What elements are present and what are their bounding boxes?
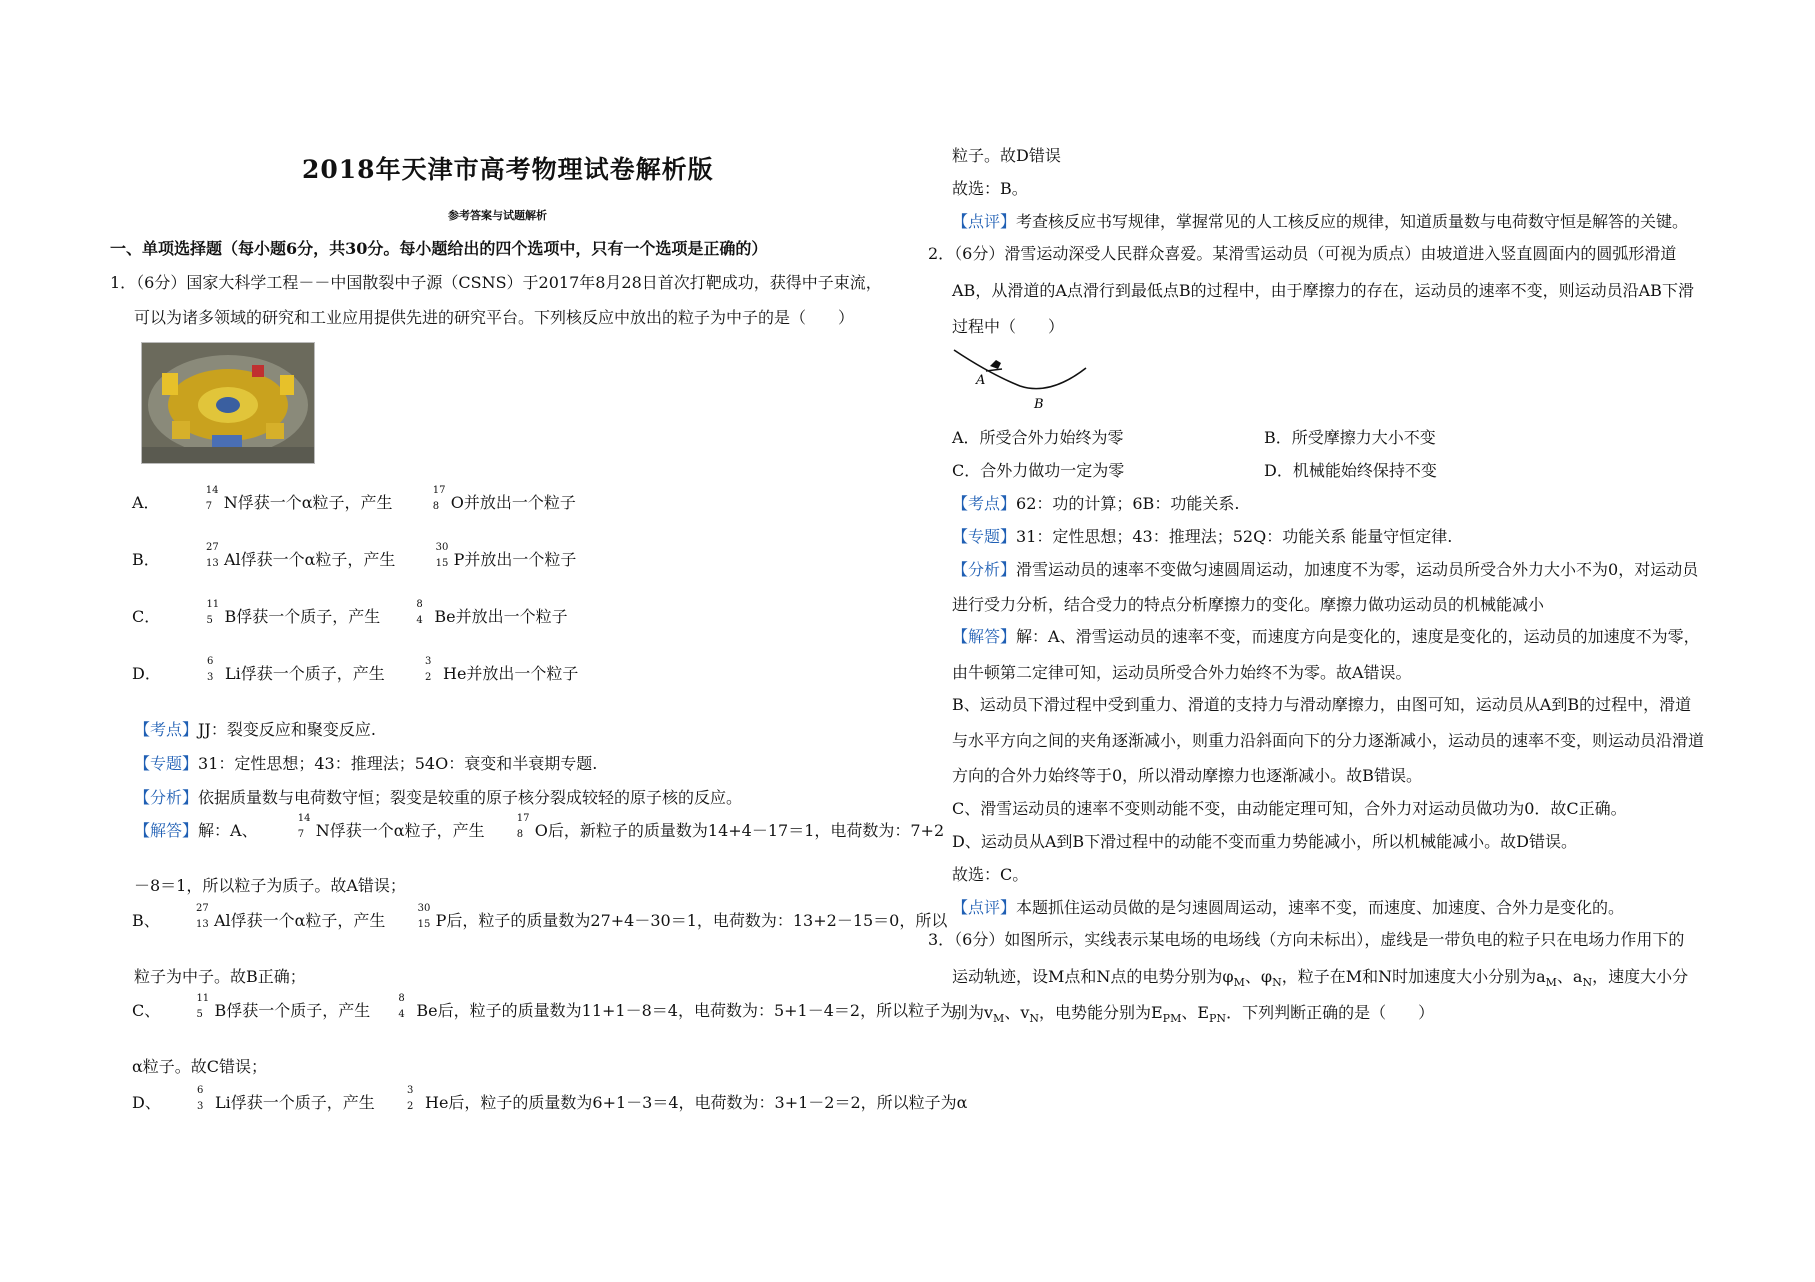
q1-option-b: B． 27 13 Al俘获一个α粒子，产生 30 15 P并放出一个粒子 — [132, 541, 577, 569]
q1-jieda-a-cont: －8＝1，所以粒子为质子。故A错误； — [134, 876, 406, 895]
q1-dianping: 【点评】考查核反应书写规律，掌握常见的人工核反应的规律，知道质量数与电荷数守恒是解答的关键。 — [952, 212, 1689, 231]
q1-stem-line1: 1．（6分）国家大科学工程－－中国散裂中子源（CSNS）于2017年8月28日首次打靶成功，获得中子束流， — [110, 273, 882, 292]
q1-option-a: A． 14 7 N俘获一个α粒子，产生 17 8 O并放出一个粒子 — [132, 484, 576, 512]
figure-label-a: A — [976, 373, 986, 388]
q1-jieda-b: B、 27 13 Al俘获一个α粒子，产生 30 15 P后，粒子的质量数为27+4－30＝1，电荷数为：13+2－15＝0，所以 — [132, 902, 948, 930]
q2-fenxi: 【分析】滑雪运动员的速率不变做匀速圆周运动，加速度不为零，运动员所受合外力大小不为0，对运动员 — [952, 560, 1699, 579]
q2-jieda-3: B、运动员下滑过程中受到重力、滑道的支持力与滑动摩擦力，由图可知，运动员从A到B的过程中，滑道 — [952, 695, 1692, 714]
q1-jieda-b-cont: 粒子为中子。故B正确； — [134, 967, 306, 986]
page-subtitle: 参考答案与试题解析 — [448, 209, 547, 222]
q2-option-b: B．所受摩擦力大小不变 — [1264, 428, 1436, 447]
figure-label-b: B — [1034, 397, 1044, 412]
q1-stem-line2: 可以为诸多领域的研究和工业应用提供先进的研究平台。下列核反应中放出的粒子为中子的是（ ） — [134, 308, 855, 327]
q2-jieda-5: 方向的合外力始终等于0，所以滑动摩擦力也逐渐减小。故B错误。 — [952, 766, 1422, 785]
q2-jieda-7: D、运动员从A到B下滑过程中的动能不变而重力势能减小，所以机械能减小。故D错误。 — [952, 832, 1577, 851]
q1-option-d: D． 6 3 Li俘获一个质子，产生 3 2 He并放出一个粒子 — [132, 655, 579, 683]
section-heading: 一、单项选择题（每小题6分，共30分。每小题给出的四个选项中，只有一个选项是正确的） — [110, 239, 768, 258]
ski-track-figure — [950, 344, 1100, 414]
q1-kaodian: 【考点】JJ：裂变反应和聚变反应. — [134, 720, 376, 739]
q2-stem-line2: AB，从滑道的A点滑行到最低点B的过程中，由于摩擦力的存在，运动员的速率不变，则运动员沿AB下滑 — [952, 281, 1694, 300]
q2-jieda-2: 由牛顿第二定律可知，运动员所受合外力始终不为零。故A错误。 — [952, 663, 1412, 682]
q3-stem-line2: 运动轨迹，设M点和N点的电势分别为$\varphi_M$、$\varphi_N$，粒子在M和N时加速度大小分别为$a_M$、$a_N$，速度大小分 — [952, 967, 1689, 990]
q1-jieda-d-cont: 粒子。故D错误 — [952, 146, 1061, 165]
q2-option-a: A．所受合外力始终为零 — [952, 428, 1124, 447]
q2-fenxi-cont: 进行受力分析，结合受力的特点分析摩擦力的变化。摩擦力做功运动员的机械能减小 — [952, 595, 1545, 614]
q2-kaodian: 【考点】62：功的计算；6B：功能关系. — [952, 494, 1240, 513]
q3-stem-line1: 3．（6分）如图所示，实线表示某电场的电场线（方向未标出），虚线是一带负电的粒子只在电场力作用下的 — [928, 930, 1685, 949]
q2-jieda-6: C、滑雪运动员的速率不变则动能不变，由动能定理可知，合外力对运动员做功为0．故C正确。 — [952, 799, 1627, 818]
q2-answer: 故选：C。 — [952, 865, 1029, 884]
q1-jieda-d: D、 6 3 Li俘获一个质子，产生 3 2 He后，粒子的质量数为6+1－3＝4，电荷数为：3+1－2＝2，所以粒子为α — [132, 1084, 968, 1112]
q1-zhuanti: 【专题】31：定性思想；43：推理法；54O：衰变和半衰期专题. — [134, 754, 598, 773]
q2-zhuanti: 【专题】31：定性思想；43：推理法；52Q：功能关系 能量守恒定律. — [952, 527, 1453, 546]
q2-dianping: 【点评】本题抓住运动员做的是匀速圆周运动，速率不变，而速度、加速度、合外力是变化的。 — [952, 898, 1625, 917]
q1-jieda-c: C、 11 5 B俘获一个质子，产生 8 4 Be后，粒子的质量数为11+1－8＝4，电荷数为：5+1－4＝2，所以粒子为 — [132, 992, 957, 1020]
q2-jieda-4: 与水平方向之间的夹角逐渐减小，则重力沿斜面向下的分力逐渐减小，运动员的速率不变，则运动员沿滑道 — [952, 731, 1705, 750]
q2-stem-line1: 2．（6分）滑雪运动深受人民群众喜爱。某滑雪运动员（可视为质点）由坡道进入竖直圆面内的圆弧形滑道 — [928, 244, 1677, 263]
q1-answer: 故选：B。 — [952, 179, 1028, 198]
q2-option-c: C．合外力做功一定为零 — [952, 461, 1125, 480]
q1-jieda-a: 【解答】解：A、 14 7 N俘获一个α粒子，产生 17 8 O后，新粒子的质量数为14+4－17＝1，电荷数为：7+2 — [134, 812, 945, 840]
q2-stem-line3: 过程中（ ） — [952, 317, 1065, 336]
q1-option-c: C． 11 5 B俘获一个质子，产生 8 4 Be并放出一个粒子 — [132, 598, 568, 626]
q1-jieda-c-cont: α粒子。故C错误； — [132, 1057, 268, 1076]
q2-option-d: D．机械能始终保持不变 — [1264, 461, 1437, 480]
q1-fenxi: 【分析】依据质量数与电荷数守恒；裂变是较重的原子核分裂成较轻的原子核的反应。 — [134, 788, 743, 807]
page-title: 2018年天津市高考物理试卷解析版 — [302, 155, 714, 184]
q2-jieda: 【解答】解：A、滑雪运动员的速率不变，而速度方向是变化的，速度是变化的，运动员的加速度不为零， — [952, 627, 1700, 646]
csns-photo — [141, 342, 315, 464]
q3-stem-line3: 别为$v_M$、$v_N$，电势能分别为$E_{PM}$、$E_{PN}$．下列判断正确的是（ ） — [952, 1003, 1435, 1026]
